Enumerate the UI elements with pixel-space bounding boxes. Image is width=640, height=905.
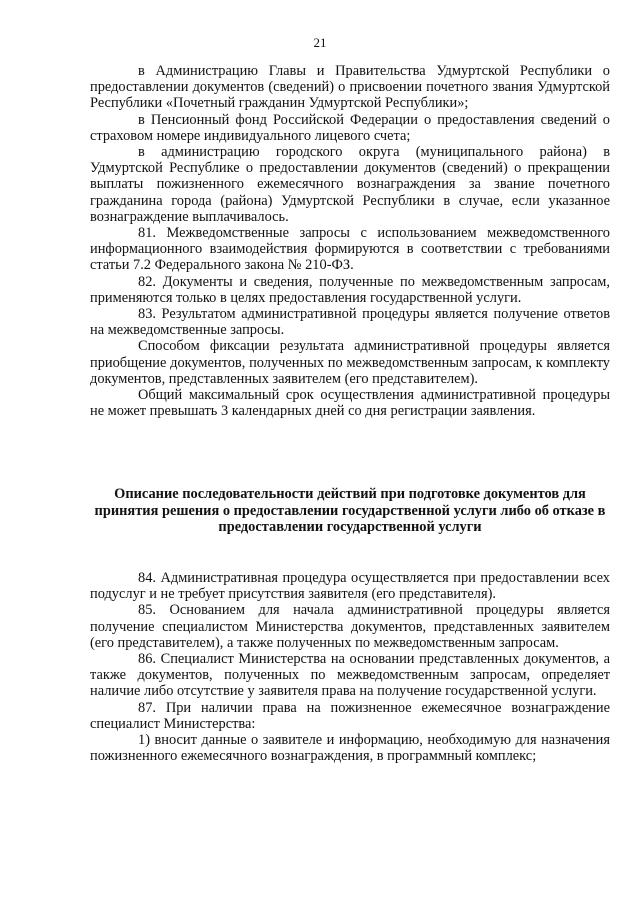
paragraph-86: 86. Специалист Министерства на основании представленных документов, а также документов, полученных по межведомственным запросам, определяет наличие либо отсутствие у заявителя права на получение государственной услуги.: [90, 651, 610, 700]
paragraph-83: 83. Результатом административной процедуры является получение ответов на межведомственные запросы.: [90, 306, 610, 339]
paragraph-85: 85. Основанием для начала административной процедуры является получение специалистом Министерства документов, представленных заявителем (его представителем), а также полученных по межведомственным запросам.: [90, 602, 610, 651]
paragraph-city-admin: в администрацию городского округа (муниципального района) в Удмуртской Республике о предоставлении документов (сведений) о прекращении выплаты пожизненного ежемесячного вознаграждения за звание почетного гражданина города (района) Удмуртской Республики в случае, если указанное вознаграждение выплачивалось.: [90, 144, 610, 225]
paragraph-87: 87. При наличии права на пожизненное ежемесячное вознаграждение специалист Министерства:: [90, 699, 610, 732]
text-block-top: [90, 63, 610, 419]
section-heading: Описание последовательности действий при подготовке документов для принятия решения о предоставлении государственной услуги либо об отказе в предоставлении государственной услуги: [94, 486, 606, 536]
paragraph-87-item-1: 1) вносит данные о заявителе и информацию, необходимую для назначения пожизненного ежемесячного вознаграждения, в программный комплекс;: [90, 732, 610, 765]
paragraph-admin-head: в Администрацию Главы и Правительства Удмуртской Республики о предоставлении документов (сведений) о присвоении почетного звания Удмуртской Республики «Почетный гражданин Удмуртской Республики»;: [90, 63, 610, 112]
paragraph-82: 82. Документы и сведения, полученные по межведомственным запросам, применяются только в целях предоставления государственной услуги.: [90, 273, 610, 306]
text-block-bottom: [90, 570, 610, 764]
page-number: 21: [313, 35, 327, 50]
paragraph-pension-fund: в Пенсионный фонд Российской Федерации о предоставления сведений о страховом номере индивидуального лицевого счета;: [90, 111, 610, 144]
paragraph-81: 81. Межведомственные запросы с использованием межведомственного информационного взаимодействия формируются в соответствии с требованиями статьи 7.2 Федерального закона № 210-ФЗ.: [90, 225, 610, 274]
paragraph-max-term: Общий максимальный срок осуществления административной процедуры не может превышать 3 календарных дней со дня регистрации заявления.: [90, 387, 610, 420]
paragraph-84: 84. Административная процедура осуществляется при предоставлении всех подуслуг и не требует присутствия заявителя (его представителя).: [90, 570, 610, 603]
paragraph-fixation: Способом фиксации результата административной процедуры является приобщение документов, полученных по межведомственным запросам, к комплекту документов, представленных заявителем (его представителем).: [90, 338, 610, 387]
